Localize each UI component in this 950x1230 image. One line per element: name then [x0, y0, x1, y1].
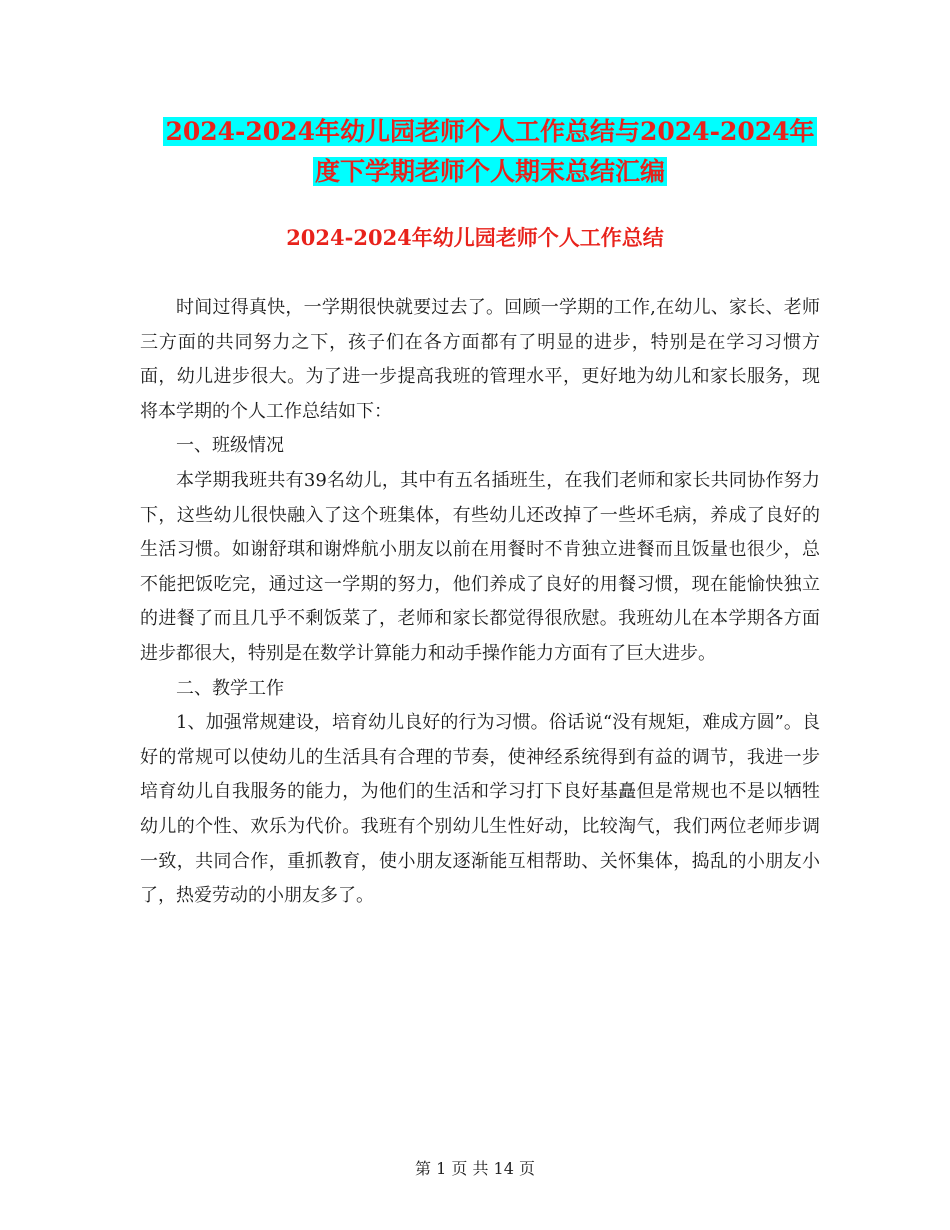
title-line-2: 度下学期老师个人期末总结汇编 — [314, 157, 665, 186]
paragraph-intro: 时间过得真快，一学期很快就要过去了。回顾一学期的工作,在幼儿、家长、老师三方面的共同努力之下，孩子们在各方面都有了明显的进步，特别是在学习习惯方面，幼儿进步很大。为了进一步提高我班的管理水平，更好地为幼儿和家长服务，现将本学期的个人工作总结如下： — [140, 297, 820, 422]
section-subtitle: 2024-2024年幼儿园老师个人工作总结 — [286, 225, 664, 250]
document-title — [100, 112, 880, 192]
page-footer: 第 1 页 共 14 页 — [415, 1159, 535, 1178]
heading-teaching-work: 二、教学工作 — [176, 677, 284, 699]
paragraph-routine-building: 1、加强常规建设，培育幼儿良好的行为习惯。俗话说“没有规矩，难成方圆”。良好的常规可以使幼儿的生活具有合理的节奏，使神经系统得到有益的调节，我进一步培育幼儿自我服务的能力，为他们的生活和学习打下良好基矗但是常规也不是以牺牲幼儿的个性、欢乐为代价。我班有个别幼儿生性好动，比较淘气，我们两位老师步调一致，共同合作，重抓教育，使小朋友逐渐能互相帮助、关怀集体，捣乱的小朋友小了，热爱劳动的小朋友多了。 — [140, 712, 820, 907]
title-line-1: 2024-2024年幼儿园老师个人工作总结与2024-2024年 — [165, 117, 815, 146]
paragraph-class-situation: 本学期我班共有39名幼儿，其中有五名插班生，在我们老师和家长共同协作努力下，这些幼儿很快融入了这个班集体，有些幼儿还改掉了一些坏毛病，养成了良好的生活习惯。如谢舒琪和谢烨航小朋友以前在用餐时不肯独立进餐而且饭量也很少，总不能把饭吃完，通过这一学期的努力，他们养成了良好的用餐习惯，现在能愉快独立的进餐了而且几乎不剩饭菜了，老师和家长都觉得很欣慰。我班幼儿在本学期各方面进步都很大，特别是在数学计算能力和动手操作能力方面有了巨大进步。 — [140, 469, 820, 664]
document-body — [140, 291, 820, 914]
heading-class-situation: 一、班级情况 — [176, 435, 284, 457]
